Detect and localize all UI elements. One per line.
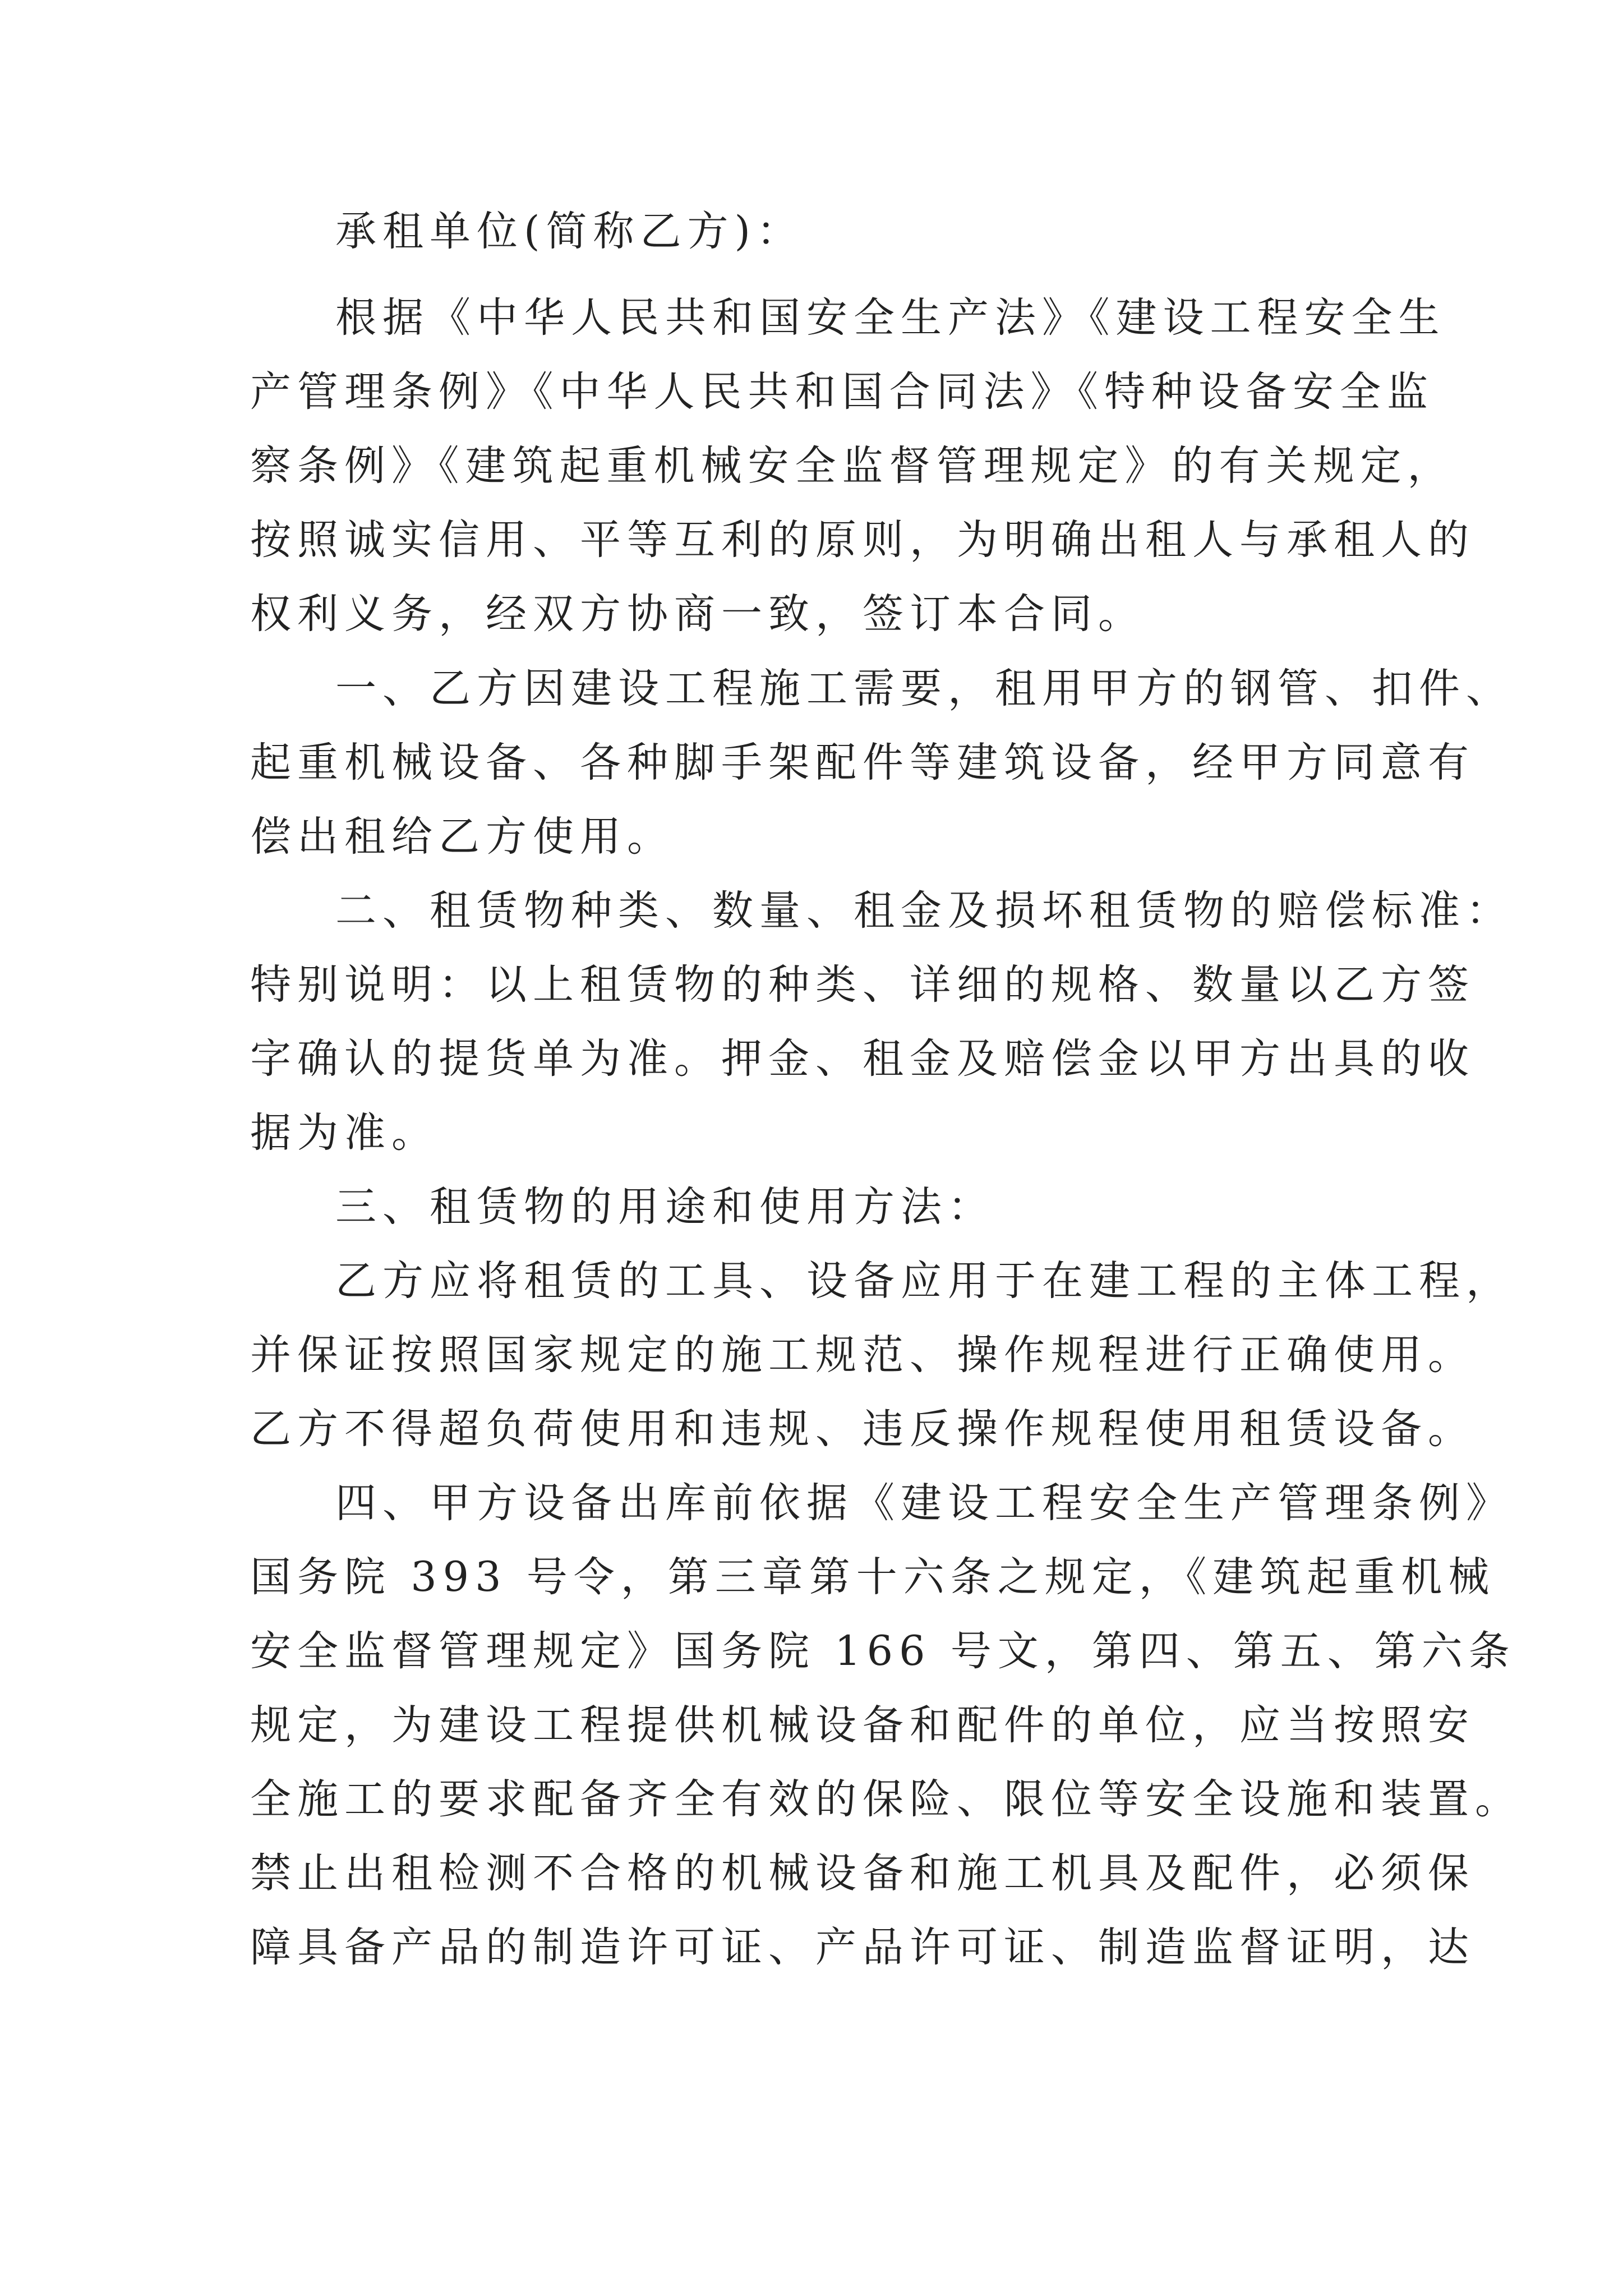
text-line-11: 特别说明：以上租赁物的种类、详细的规格、数量以乙方签 [250, 961, 1475, 1009]
text-line-4: 察条例》《建筑起重机械安全监督管理规定》的有关规定， [250, 442, 1455, 490]
text-line-8: 起重机械设备、各种脚手架配件等建筑设备，经甲方同意有 [250, 739, 1475, 786]
text-line-23: 禁止出租检测不合格的机械设备和施工机具及配件，必须保 [250, 1849, 1475, 1897]
text-line-6: 权利义务，经双方协商一致，签订本合同。 [250, 590, 1145, 638]
text-line-12: 字确认的提货单为准。押金、租金及赔偿金以甲方出具的收 [250, 1035, 1475, 1083]
text-line-22: 全施工的要求配备齐全有效的保险、限位等安全设施和装置。 [250, 1775, 1522, 1823]
text-line-10: 二、租赁物种类、数量、租金及损坏租赁物的赔偿标准： [335, 887, 1513, 935]
text-line-14: 三、租赁物的用途和使用方法： [335, 1183, 995, 1231]
text-line-20: 安全监督管理规定》国务院 166 号文，第四、第五、第六条 [250, 1627, 1516, 1675]
text-line-17: 乙方不得超负荷使用和违规、违反操作规程使用租赁设备。 [250, 1405, 1475, 1453]
text-line-13: 据为准。 [250, 1109, 439, 1157]
text-line-7: 一、乙方因建设工程施工需要，租用甲方的钢管、扣件、 [335, 665, 1513, 712]
text-line-5: 按照诚实信用、平等互利的原则，为明确出租人与承租人的 [250, 516, 1475, 564]
text-line-16: 并保证按照国家规定的施工规范、操作规程进行正确使用。 [250, 1331, 1475, 1379]
text-line-15: 乙方应将租赁的工具、设备应用于在建工程的主体工程， [335, 1257, 1513, 1305]
text-line-18: 四、甲方设备出库前依据《建设工程安全生产管理条例》 [335, 1479, 1513, 1527]
text-line-1: 承租单位(简称乙方)： [335, 208, 804, 255]
text-line-3: 产管理条例》《中华人民共和国合同法》《特种设备安全监 [250, 368, 1434, 416]
text-line-21: 规定，为建设工程提供机械设备和配件的单位，应当按照安 [250, 1701, 1475, 1749]
text-line-2: 根据《中华人民共和国安全生产法》《建设工程安全生 [335, 294, 1446, 342]
text-line-24: 障具备产品的制造许可证、产品许可证、制造监督证明，达 [250, 1924, 1475, 1971]
text-line-9: 偿出租给乙方使用。 [250, 813, 674, 861]
text-line-19: 国务院 393 号令，第三章第十六条之规定，《建筑起重机械 [250, 1553, 1496, 1601]
